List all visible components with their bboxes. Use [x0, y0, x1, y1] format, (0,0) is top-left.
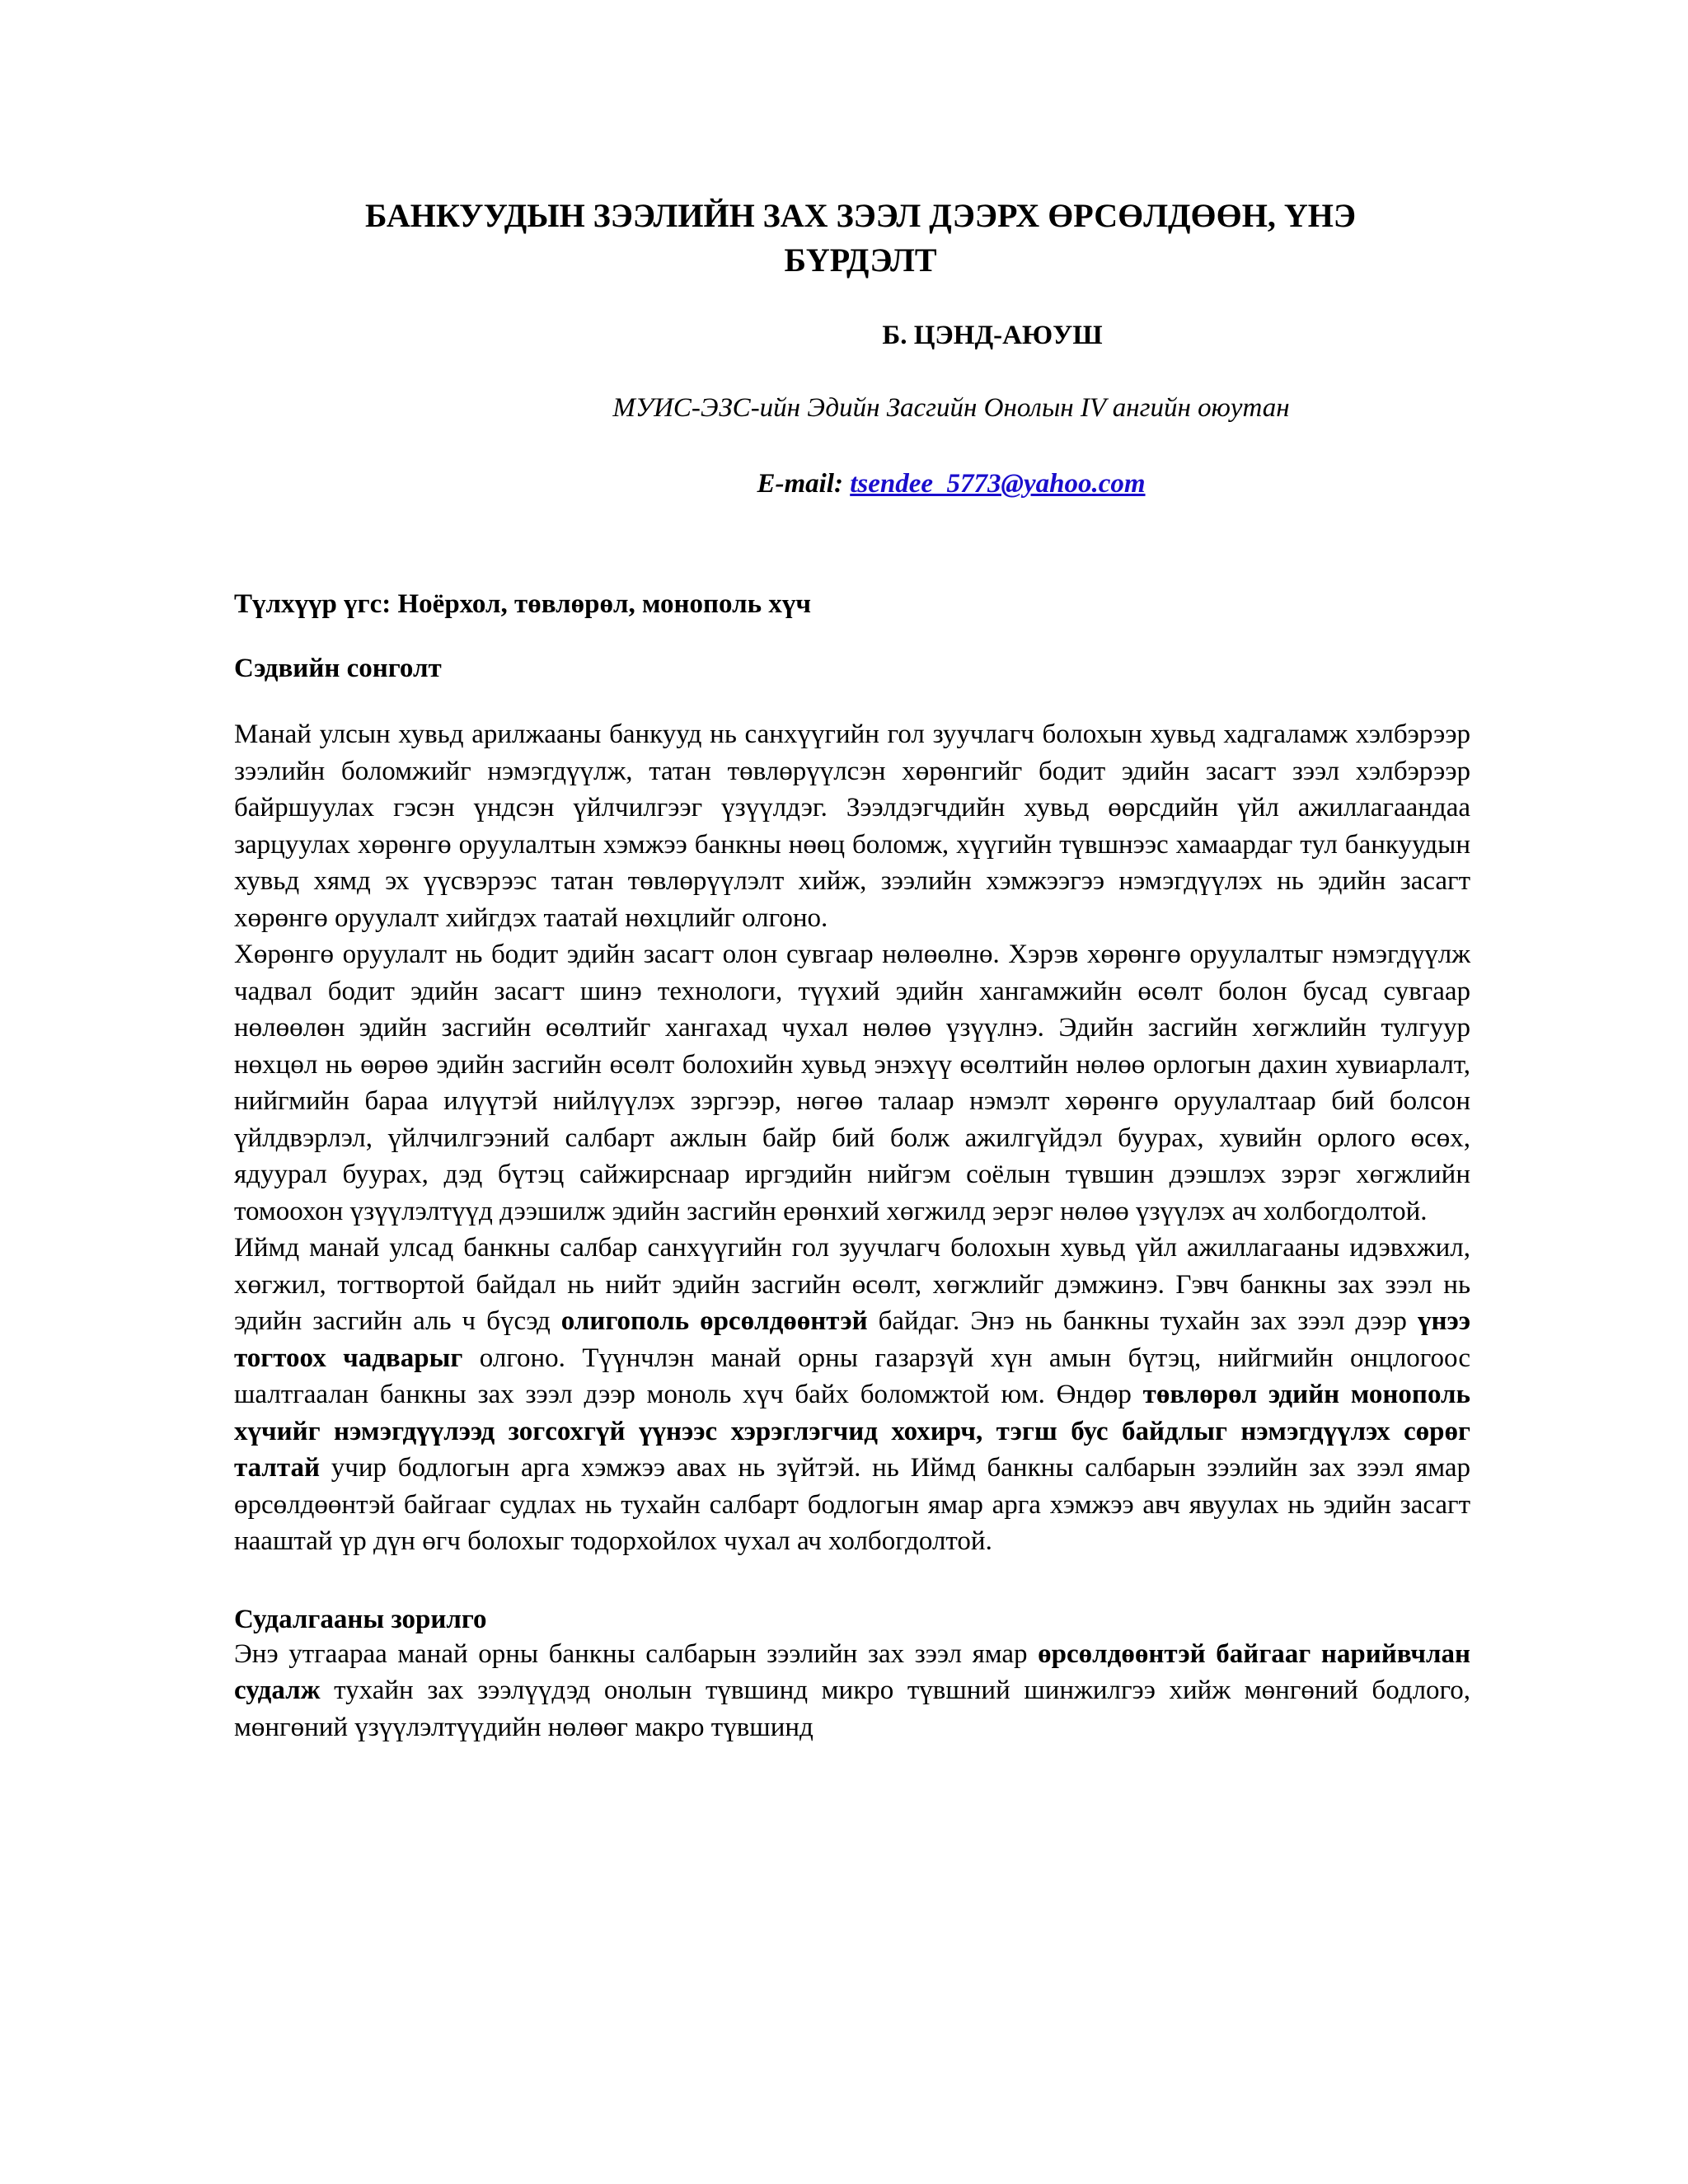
email-link[interactable]: tsendee_5773@yahoo.com	[850, 469, 1146, 499]
paragraph-3-bold: төвлөрөл эдийн монополь хүчийг нэмэгдүүлээд зогсохгүй үүнээс хэрэглэгчид хохирч, тэгш бус байдлыг нэмэгдүүлэх сөрөг талтай	[234, 1380, 1470, 1483]
author-name: Б. ЦЭНД-АЮУШ	[882, 321, 1103, 350]
paragraph-4	[234, 1636, 1470, 1746]
paragraph-4-text: тухайн зах зээлүүдэд онолын түвшинд микро түвшний шинжилгээ хийж мөнгөний бодлого, мөнгөний үзүүлэлтүүдийн нөлөөг макро түвшинд	[234, 1675, 1470, 1742]
paragraph-4-bold: өрсөлдөөнтэй байгааг нарийвчлан судалж	[234, 1638, 1471, 1705]
paragraph-4-text: Энэ утгаараа манай орны банкны салбарын зээлийн зах зээл ямар	[234, 1638, 1039, 1669]
paragraph-3	[234, 1230, 1470, 1560]
title-line-1: БАНКУУДЫН ЗЭЭЛИЙН ЗАХ ЗЭЭЛ ДЭЭРХ ӨРСӨЛДӨӨН, ҮНЭ	[364, 197, 1357, 234]
paragraph-3-text: байдаг. Энэ нь банкны тухайн зах зээл дээр	[867, 1306, 1418, 1336]
keywords-line: Түлхүүр үгс: Ноёрхол, төвлөрөл, монополь хүч	[234, 589, 811, 619]
paragraph-3-text: учир бодлогын арга хэмжээ авах нь зүйтэй. нь Иймд банкны салбарын зээлийн зах зээл ямар өрсөлдөөнтэй байгааг судлах нь тухайн салбарт бодлогын ямар арга хэмжээ авч явуулах нь эдийн засагт нааштай үр дүн өгч болохыг тодорхойлох чухал ач холбогдолтой.	[234, 1453, 1470, 1556]
paragraph-2: Хөрөнгө оруулалт нь бодит эдийн засагт олон сувгаар нөлөөлнө. Хэрэв хөрөнгө оруулалтыг нэмэгдүүлж чадвал бодит эдийн засагт шинэ технологи, түүхий эдийн хангамжийн өсөлт болон бусад сувгаар нөлөөлөн эдийн засгийн өсөлтийг хангахад чухал нөлөө үзүүлнэ. Эдийн засгийн хөгжлийн тулгуур нөхцөл нь өөрөө эдийн засгийн өсөлт болохийн хувьд энэхүү өсөлтийн нөлөө орлогын дахин хувиарлалт, нийгмийн бараа илүүтэй нийлүүлэх зэргээр, нөгөө талаар нэмэлт хөрөнгө оруулалтаар бий болсон үйлдвэрлэл, үйлчилгээний салбарт ажлын байр бий болж ажилгүйдэл буурах, хувийн орлого өсөх, ядуурал буурах, дэд бүтэц сайжирснаар иргэдийн нийгэм соёлын түвшин дээшлэх зэрэг хөгжлийн томоохон үзүүлэлтүүд дээшилж эдийн засгийн ерөнхий хөгжилд эерэг нөлөө үзүүлэх ач холбогдолтой.	[234, 940, 1470, 1226]
section-heading-topic-choice: Сэдвийн сонголт	[234, 654, 442, 683]
author-affiliation: МУИС-ЭЗС-ийн Эдийн Засгийн Онолын IV ангийн оюутан	[612, 393, 1290, 423]
section-heading-research-goal: Судалгааны зорилго	[234, 1604, 487, 1634]
document-page	[234, 194, 1470, 1746]
document-title	[234, 194, 1470, 283]
email-label: E-mail:	[757, 469, 843, 499]
paragraph-3-text: олгоно. Түүнчлэн манай орны газарзүй хүн амын бүтэц, нийгмийн онцлогоос шалтгаалан банкны зах зээл дээр моноль хүч байх боломжтой юм. Өндөр	[234, 1343, 1470, 1409]
paragraph-3-text: Иймд манай улсад банкны салбар санхүүгийн гол зуучлагч болохын хувьд үйл ажиллагааны идэвхжил, хөгжил, тогтвортой байдал нь нийт эдийн засгийн өсөлт, хөгжлийг дэмжинэ. Гэвч банкны зах зээл нь эдийн засгийн аль ч бүсэд	[234, 1233, 1470, 1336]
paragraph-3-bold: олигополь өрсөлдөөнтэй	[560, 1306, 868, 1336]
email-line	[234, 467, 1470, 500]
title-line-2: БҮРДЭЛТ	[784, 241, 937, 279]
paragraph-1: Манай улсын хувьд арилжааны банкууд нь санхүүгийн гол зуучлагч болохын хувьд хадгаламж хэлбэрээр зээлийн боломжийг нэмэгдүүлж, татан төвлөрүүлсэн хөрөнгийг бодит эдийн засагт зээл хэлбэрээр байршуулах гэсэн үндсэн үйлчилгээг үзүүлдэг. Зээлдэгчдийн хувьд өөрсдийн үйл ажиллагаандаа зарцуулах хөрөнгө оруулалтын хэмжээ банкны нөөц боломж, хүүгийн түвшнээс хамаардаг тул банкуудын хувьд хямд эх үүсвэрээс татан төвлөрүүлэлт хийж, зээлийн хэмжээгээ нэмэгдүүлэх нь эдийн засагт хөрөнгө оруулалт хийгдэх таатай нөхцлийг олгоно.	[234, 719, 1470, 933]
paragraph-3-bold: үнээ тогтоох чадварыг	[234, 1306, 1470, 1373]
